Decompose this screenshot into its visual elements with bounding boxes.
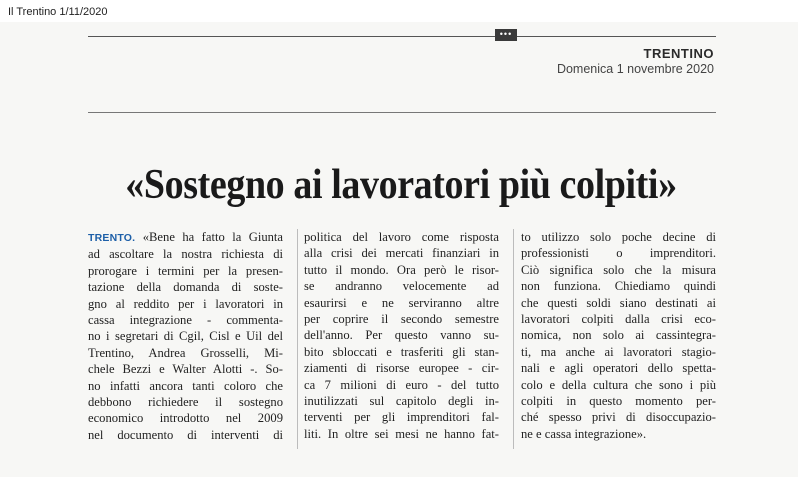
- column-line: gno al reddito per i lavoratori in: [88, 296, 283, 311]
- column-line: liti. In oltre sei mesi ne hanno fat-: [304, 426, 499, 441]
- column-line: politica del lavoro come risposta: [304, 230, 499, 244]
- column-line: no i segretari di Cgil, Cisl e Uil del: [88, 329, 283, 344]
- column-line: se andranno velocemente ad: [304, 279, 499, 294]
- column-line: colo e della cultura che sono i più: [521, 377, 716, 392]
- article-column-1: [88, 229, 283, 443]
- column-line: nel documento di interventi di: [88, 427, 283, 442]
- column-line: ziamenti di risorse europee - cir-: [304, 361, 499, 376]
- column-line: nali e agli operatori dello spetta-: [521, 361, 716, 376]
- document-caption: Il Trentino 1/11/2020: [8, 6, 108, 18]
- more-options-icon[interactable]: •••: [495, 29, 517, 41]
- column-line: tutto il mondo. Ora però le risor-: [304, 262, 499, 277]
- section-label: TRENTINO: [643, 46, 714, 61]
- column-line: ché spesso privi di disoccupazio-: [521, 410, 716, 425]
- column-line: professionisti o imprenditori.: [521, 246, 716, 261]
- column-divider: [513, 229, 514, 449]
- column-line: tazione della domanda di soste-: [88, 280, 283, 295]
- column-line: nomica, non solo ai cassintegra-: [521, 328, 716, 343]
- column-line: cassa integrazione - commenta-: [88, 313, 283, 328]
- top-divider: [88, 36, 716, 37]
- publication-date: Domenica 1 novembre 2020: [556, 62, 714, 76]
- column-line: ne e cassa integrazione».: [521, 426, 647, 441]
- column-line-text: «Bene ha fatto la Giunta: [135, 230, 283, 244]
- column-line: ca 7 milioni di euro - del tutto: [304, 377, 499, 392]
- column-line: alla crisi dei mercati finanziari in: [304, 246, 499, 261]
- column-divider: [297, 229, 298, 449]
- column-line: ti, ma anche ai lavoratori stagio-: [521, 344, 716, 359]
- column-line: lavoratori colpiti dalla crisi eco-: [521, 312, 716, 327]
- column-line: chele Bezzi e Walter Alotti -. So-: [88, 362, 283, 377]
- column-line: Trentino, Andrea Grosselli, Mi-: [88, 345, 283, 360]
- column-line: esaurirsi e ne serviranno altre: [304, 295, 499, 310]
- dateline-keyword: TRENTO.: [88, 232, 136, 244]
- column-line: prorogare i termini per la presen-: [88, 263, 283, 278]
- header-divider: [88, 112, 716, 113]
- article-column-3: [521, 229, 716, 442]
- column-line: Ciò significa solo che la misura: [521, 262, 716, 277]
- column-line: no infatti ancora tanti coloro che: [88, 378, 283, 393]
- column-line: debbono richiedere il sostegno: [88, 395, 283, 410]
- column-line: inutilizzati sul capitolo degli in-: [304, 394, 499, 409]
- column-line: per coprire il secondo semestre: [304, 312, 499, 327]
- column-line: bito sbloccati e trasferiti gli stan-: [304, 344, 499, 359]
- article-column-2: [304, 229, 499, 442]
- article-headline: «Sostegno ai lavoratori più colpiti»: [125, 161, 677, 209]
- column-line: terventi per gli imprenditori fal-: [304, 410, 499, 425]
- column-line: [88, 229, 283, 246]
- column-line: colpiti in questo momento per-: [521, 394, 716, 409]
- column-line: non funziona. Chiediamo quindi: [521, 279, 716, 294]
- column-line: dell'anno. Per questo vanno su-: [304, 328, 499, 343]
- column-line: ad ascoltare la nostra richiesta di: [88, 247, 283, 262]
- column-line: to utilizzo solo poche decine di: [521, 230, 716, 244]
- column-line: che questi soldi siano destinati ai: [521, 295, 716, 310]
- column-line: economico introdotto nel 2009: [88, 411, 283, 426]
